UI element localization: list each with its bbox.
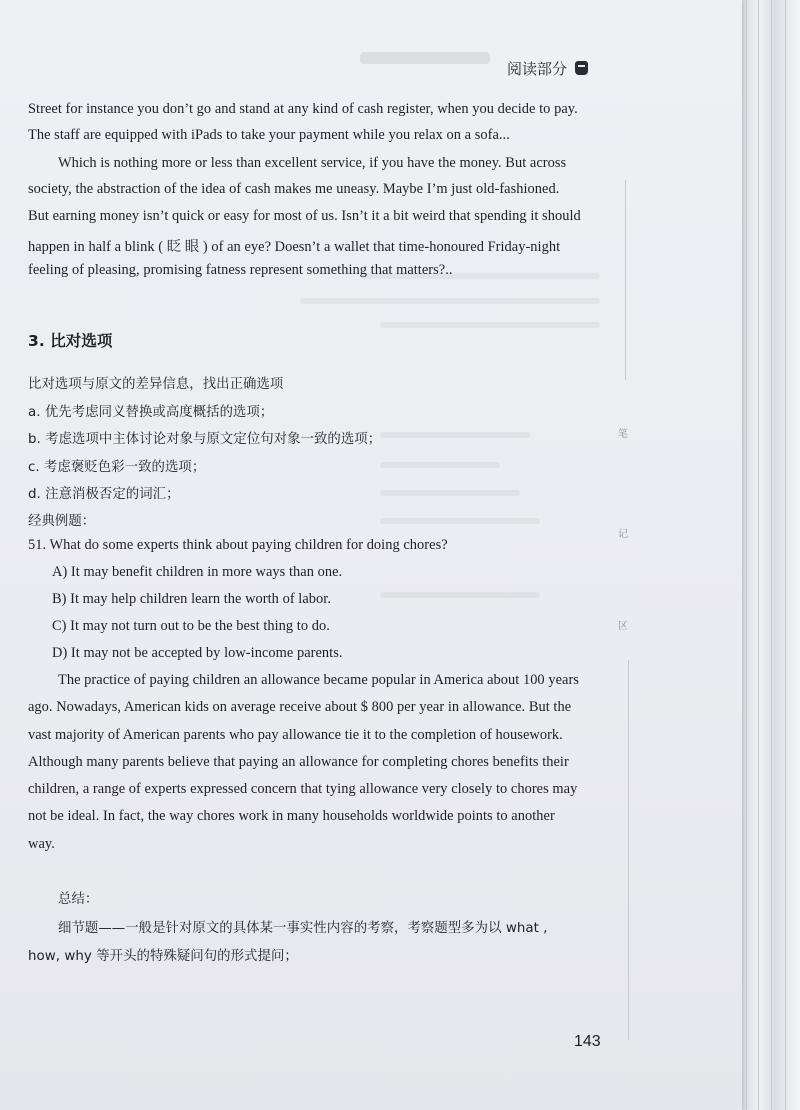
text-line: society, the abstraction of the idea of cash makes me uneasy. Maybe I’m just old-fashioned. bbox=[28, 181, 560, 197]
text-line: The staff are equipped with iPads to take your payment while you relax on a sofa... bbox=[28, 127, 510, 143]
running-header bbox=[507, 58, 588, 79]
book-icon bbox=[575, 61, 588, 75]
bleed-through-text bbox=[380, 432, 530, 438]
text-line: feeling of pleasing, promising fatness represent something that matters?.. bbox=[28, 262, 453, 278]
passage-line: vast majority of American parents who pay allowance tie it to the completion of housework. bbox=[28, 727, 563, 743]
text-line: Which is nothing more or less than excellent service, if you have the money. But across bbox=[58, 155, 567, 171]
answer-option: D) It may not be accepted by low-income parents. bbox=[52, 645, 343, 661]
margin-note-mark: 记 bbox=[618, 529, 628, 540]
passage-line: Although many parents believe that paying an allowance for completing chores benefits their bbox=[28, 754, 569, 770]
tip-item: a. 优先考虑同义替换或高度概括的选项； bbox=[28, 405, 274, 420]
section-title: 3. 比对选项 bbox=[28, 332, 113, 350]
header-section-label: 阅读部分 bbox=[507, 60, 568, 78]
summary-line: 细节题——一般是针对原文的具体某一事实性内容的考察，考察题型多为以 what , bbox=[58, 921, 548, 936]
passage-line: not be ideal. In fact, the way chores work in many households worldwide points to another bbox=[28, 808, 555, 824]
section-intro: 比对选项与原文的差异信息，找出正确选项 bbox=[28, 377, 284, 392]
answer-option: B) It may help children learn the worth of labor. bbox=[52, 591, 331, 607]
text-line: But earning money isn’t quick or easy for most of us. Isn’t it a bit weird that spending it should bbox=[28, 208, 581, 224]
page-number: 143 bbox=[574, 1033, 601, 1050]
tip-item: c. 考虑褒贬色彩一致的选项； bbox=[28, 460, 206, 475]
tip-item: b. 考虑选项中主体讨论对象与原文定位句对象一致的选项； bbox=[28, 432, 382, 447]
bleed-through-text bbox=[380, 462, 500, 468]
passage-line: The practice of paying children an allowance became popular in America about 100 years bbox=[58, 672, 579, 688]
margin-rule bbox=[628, 660, 629, 1040]
margin-note-mark: 区 bbox=[618, 621, 628, 632]
text-line: happen in half a blink ( 眨 眼 ) of an eye? Doesn’t a wallet that time-honoured Friday-night bbox=[28, 239, 561, 255]
example-label: 经典例题： bbox=[28, 514, 96, 529]
margin-rule bbox=[625, 180, 626, 380]
question-stem: 51. What do some experts think about paying children for doing chores? bbox=[28, 537, 448, 553]
summary-line: how, why 等开头的特殊疑问句的形式提问； bbox=[28, 949, 298, 964]
bleed-through-text bbox=[380, 592, 540, 598]
margin-note-mark: 笔 bbox=[618, 429, 628, 440]
bleed-through-text bbox=[380, 490, 520, 496]
bleed-through-header bbox=[360, 52, 490, 64]
summary-label: 总结： bbox=[58, 892, 99, 907]
page-stack-edge bbox=[738, 0, 800, 1110]
bleed-through-text bbox=[380, 322, 600, 328]
text-line: Street for instance you don’t go and stand at any kind of cash register, when you decide to pay. bbox=[28, 101, 578, 117]
answer-option: C) It may not turn out to be the best thing to do. bbox=[52, 618, 330, 634]
passage-line: children, a range of experts expressed concern that tying allowance very closely to chores may bbox=[28, 781, 578, 797]
answer-option: A) It may benefit children in more ways than one. bbox=[52, 564, 343, 580]
passage-line: way. bbox=[28, 836, 55, 852]
tip-item: d. 注意消极否定的词汇； bbox=[28, 487, 180, 502]
bleed-through-text bbox=[380, 518, 540, 524]
passage-line: ago. Nowadays, American kids on average receive about $ 800 per year in allowance. But the bbox=[28, 699, 572, 715]
bleed-through-text bbox=[300, 298, 600, 304]
